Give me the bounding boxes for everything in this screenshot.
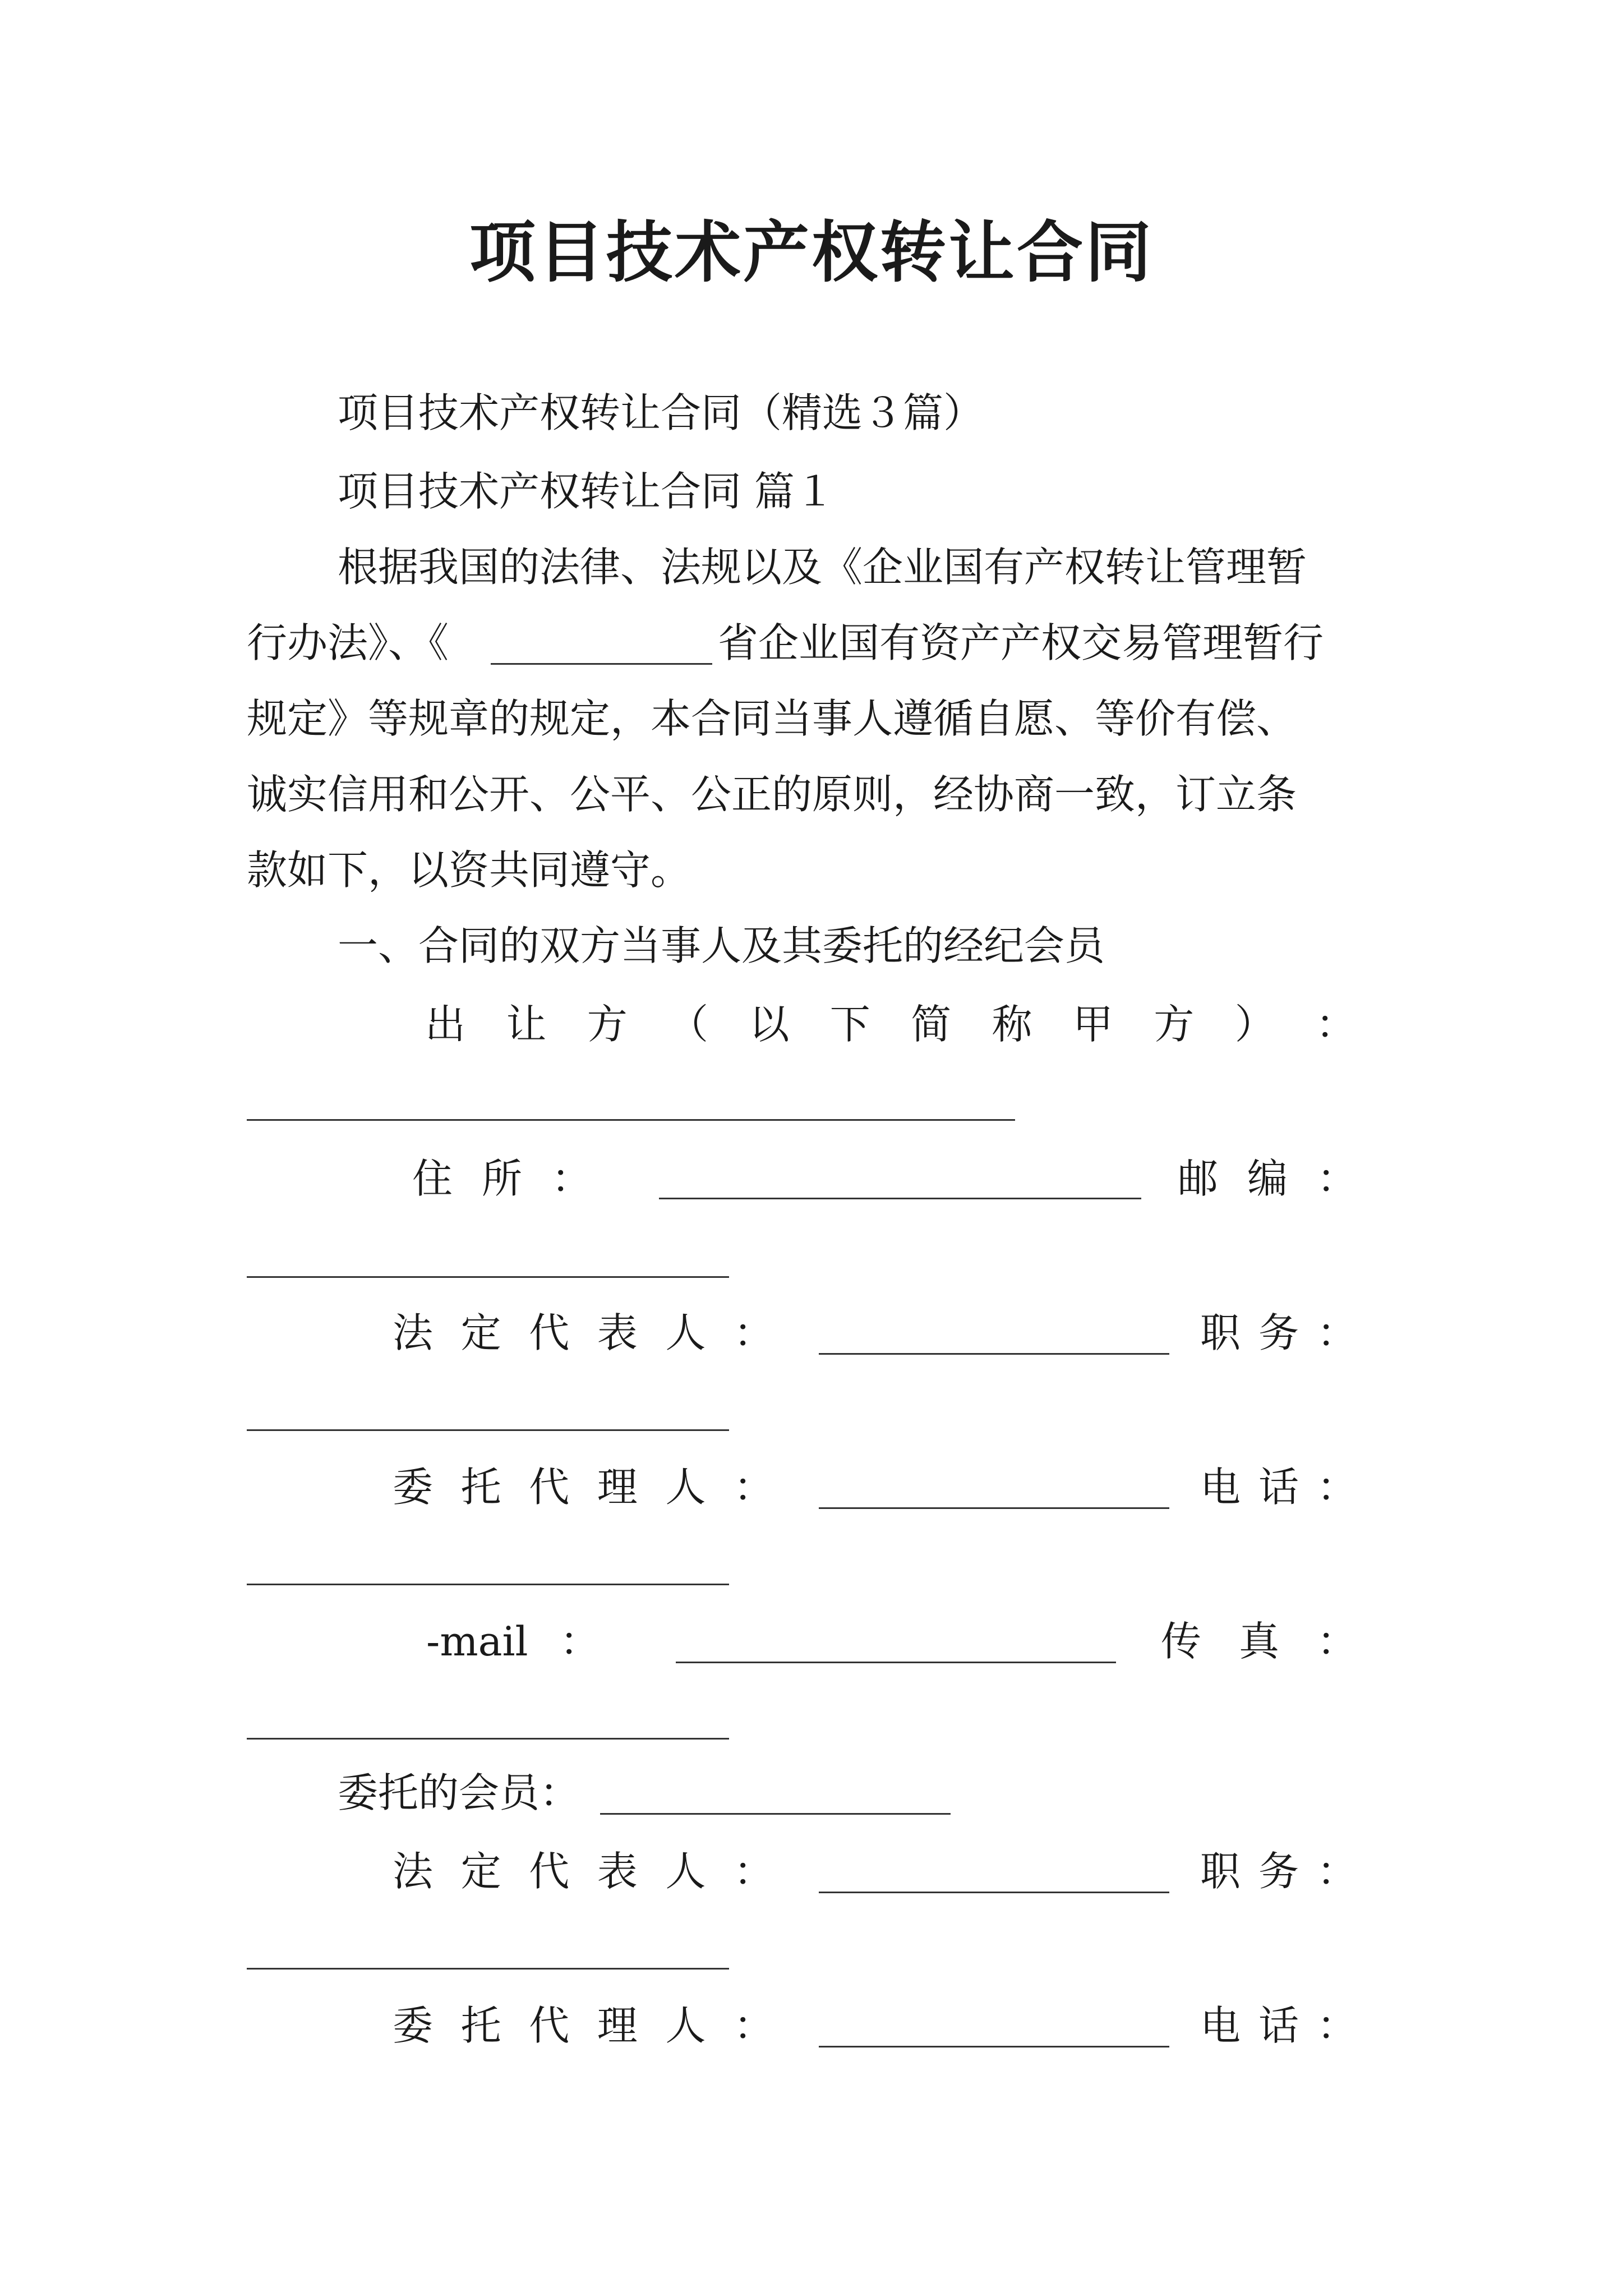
entrusted-member-label: 委托的会员： xyxy=(338,1769,580,1816)
subtitle: 项目技术产权转让合同（精选３篇） xyxy=(338,389,984,436)
email-field[interactable] xyxy=(676,1662,1116,1663)
blank-province-underline xyxy=(491,663,712,665)
part-heading: 项目技术产权转让合同 篇１ xyxy=(338,468,835,515)
position-label: 职 务 ： xyxy=(1200,1309,1357,1356)
phone-label: 电 话 ： xyxy=(1200,1464,1357,1511)
legal-rep-field[interactable] xyxy=(819,1353,1169,1355)
body-line-2a: 行办法》、《 xyxy=(247,619,449,666)
member-agent-field[interactable] xyxy=(819,2046,1169,2047)
address-field[interactable] xyxy=(659,1198,1141,1199)
fax-field[interactable] xyxy=(247,1738,729,1740)
body-line-2b: 省企业国有资产产权交易管理暂行 xyxy=(718,619,1324,666)
member-position-label: 职 务 ： xyxy=(1200,1848,1357,1895)
agent-field[interactable] xyxy=(819,1507,1169,1509)
agent-label: 委 托 代 理 人 ： xyxy=(393,1464,774,1511)
member-legal-rep-label: 法 定 代 表 人 ： xyxy=(393,1848,774,1895)
postcode-label: 邮 编 ： xyxy=(1178,1155,1357,1202)
body-line-1: 根据我国的法律、法规以及《企业国有产权转让管理暂 xyxy=(338,544,1307,591)
member-phone-label: 电 话 ： xyxy=(1200,2002,1357,2049)
address-label: 住 所 ： xyxy=(412,1155,592,1202)
member-legal-rep-field[interactable] xyxy=(819,1892,1169,1893)
transferor-name-field[interactable] xyxy=(247,1119,1015,1121)
body-line-3: 规定》等规章的规定，本合同当事人遵循自愿、等价有偿、 xyxy=(247,695,1297,742)
email-label: -mail ： xyxy=(426,1618,600,1665)
fax-label: 传 真 ： xyxy=(1161,1618,1357,1665)
body-line-5: 款如下，以资共同遵守。 xyxy=(247,846,691,894)
section-1-heading: 一、合同的双方当事人及其委托的经纪会员 xyxy=(338,922,1105,969)
position-field[interactable] xyxy=(247,1429,729,1431)
member-position-field[interactable] xyxy=(247,1968,729,1970)
legal-rep-label: 法 定 代 表 人 ： xyxy=(393,1309,774,1356)
phone-field[interactable] xyxy=(247,1584,729,1585)
transferor-label: 出 让 方 （ 以 下 简 称 甲 方 ） ： xyxy=(425,1001,1356,1048)
entrusted-member-field[interactable] xyxy=(600,1813,951,1815)
member-agent-label: 委 托 代 理 人 ： xyxy=(393,2002,774,2049)
document-title: 项目技术产权转让合同 xyxy=(469,213,1154,291)
postcode-field[interactable] xyxy=(247,1276,729,1278)
body-line-4: 诚实信用和公开、公平、公正的原则，经协商一致，订立条 xyxy=(247,771,1297,818)
